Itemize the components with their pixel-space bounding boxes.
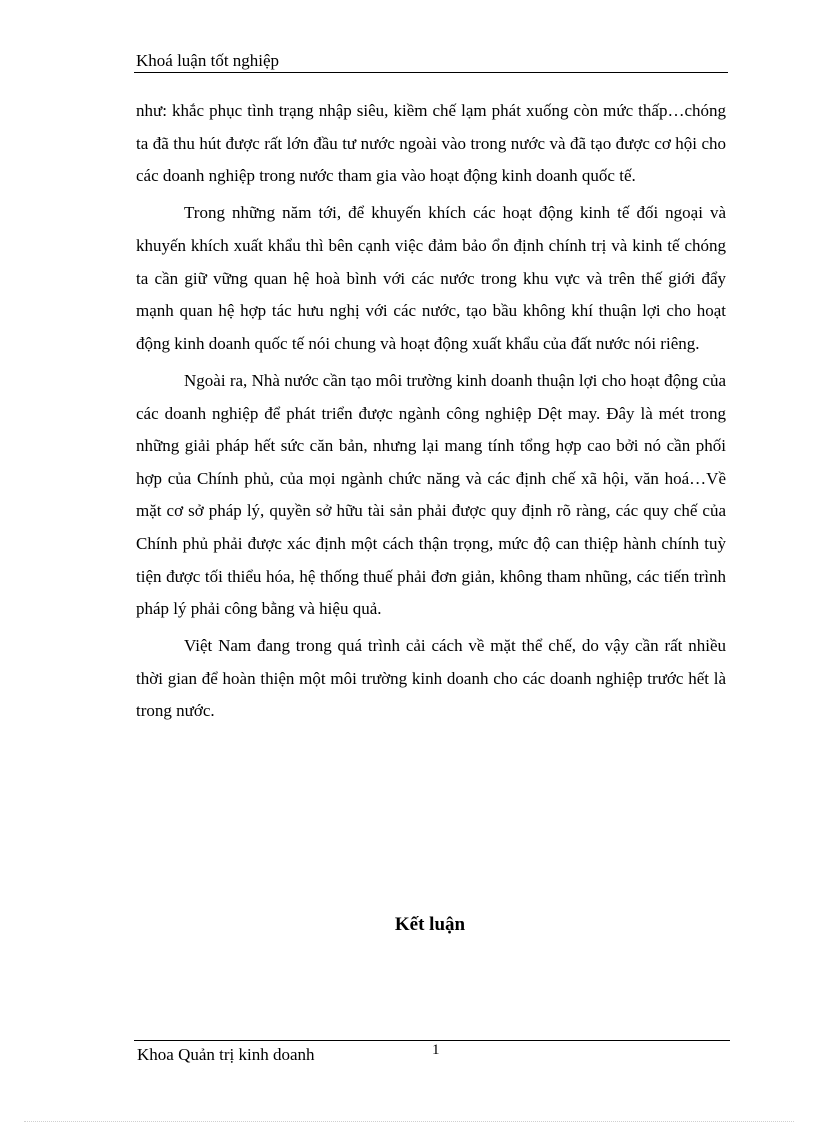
section-heading: Kết luận [394, 914, 466, 935]
footer-department: Khoa Quản trị kinh doanh [137, 1045, 315, 1064]
page-header [134, 50, 728, 73]
paragraph: Trong những năm tới, để khuyến khích các hoạt động kinh tế đối ngoại và khuyến khích xuất khẩu thì bên cạnh việc đảm bảo ổn định chính trị và kinh tế chóng ta cần giữ vững quan hệ hoà bình với các nước trong khu vực và trên thế giới đẩy mạnh quan hệ hợp tác hưu nghị với các nước, tạo bầu không khí thuận lợi cho hoạt động kinh doanh quốc tế nói chung và hoạt động xuất khẩu của đất nước nói riêng. [136, 203, 726, 353]
paragraph: Ngoài ra, Nhà nước cần tạo môi trường kinh doanh thuận lợi cho hoạt động của các doanh nghiệp để phát triển được ngành công nghiệp Dệt may. Đây là mét trong những giải pháp hết sức căn bản, nhưng lại mang tính tổng hợp cao bởi nó cần phối hợp của Chính phủ, của mọi ngành chức năng và các định chế xã hội, văn hoá…Về mặt cơ sở pháp lý, quyền sở hữu tài sản phải được quy định rõ ràng, các quy chế của Chính phủ phải được xác định một cách thận trọng, mức độ can thiệp hành chính tuỳ tiện được tối thiểu hóa, hệ thống thuế phải đơn giản, không tham nhũng, các tiến trình pháp lý phải công bằng và hiệu quả. [136, 370, 726, 619]
body-text [136, 95, 726, 733]
header-title: Khoá luận tốt nghiệp [136, 51, 280, 70]
paragraph: Việt Nam đang trong quá trình cải cách về mặt thể chế, do vậy cần rất nhiều thời gian để hoàn thiện một môi trường kinh doanh cho các doanh nghiệp trước hết là trong nước. [136, 636, 726, 721]
page-edge-divider [24, 1121, 794, 1122]
paragraph: như: khắc phục tình trạng nhập siêu, kiềm chế lạm phát xuống còn mức thấp…chóng ta đã thu hút được rất lớn đầu tư nước ngoài vào trong nước và đã tạo được cơ hội cho các doanh nghiệp trong nước tham gia vào hoạt động kinh doanh quốc tế. [136, 101, 726, 186]
page-number: 1 [432, 1042, 440, 1058]
